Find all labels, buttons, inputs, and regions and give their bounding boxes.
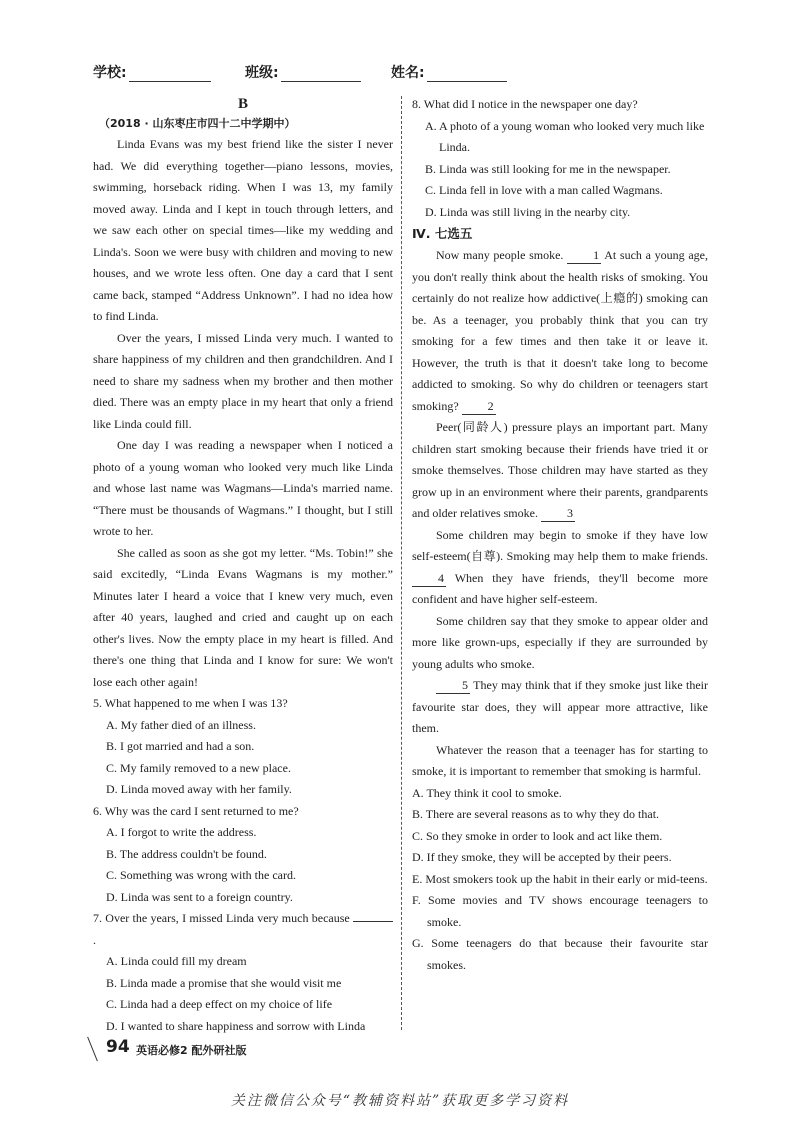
name-field [391,62,507,82]
class-blank [281,67,361,82]
question-stem: 6. Why was the card I sent returned to me? [93,803,299,818]
section-letter: B [237,96,248,112]
question-option: C. Something was wrong with the card. [106,868,296,882]
name-label: 姓名: [391,65,425,81]
cloze-paragraph: Whatever the reason that a teenager has for starting to smoke, it is important to remember that smoking is harmful. [412,742,708,778]
question-option: C. Linda fell in love with a man called Wagmans. [425,183,663,197]
book-title: 英语必修2 配外研社版 [136,1044,247,1057]
cloze-paragraph [412,675,708,740]
answer-blank [353,909,393,922]
watermark-text: 关注微信公众号“教辅资料站”获取更多学习资料 [230,1093,570,1109]
cloze-paragraph [412,417,708,525]
choice-option: E. Most smokers took up the habit in their early or mid-teens. [412,871,708,886]
choice-option: C. So they smoke in order to look and act like them. [412,828,663,843]
question-option: D. Linda moved away with her family. [106,782,292,796]
question-option: D. Linda was sent to a foreign country. [106,889,293,904]
text-run: When they have friends, they'll become more confident and have higher self-esteem. [412,570,708,606]
class-label: 班级: [245,65,279,81]
question-option: A. A photo of a young woman who looked very much like Linda. [425,118,705,154]
question-option: D. Linda was still living in the nearby city. [425,204,631,219]
question-option: B. The address couldn't be found. [106,846,267,861]
question-option: A. My father died of an illness. [106,717,256,732]
choice-option: G. Some teenagers do that because their favourite star smokes. [412,936,708,972]
text-run: Some children may begin to smoke if they have low self-esteem(自尊). Smoking may help them to make friends. [412,527,708,563]
choice-option: D. If they smoke, they will be accepted by their peers. [412,850,672,864]
school-field [93,62,211,82]
school-blank [129,67,211,82]
blank-3: 3 [541,506,575,522]
question-stem-wrap: 7. Over the years, I missed Linda very much because . [93,908,393,951]
question-option: C. My family removed to a new place. [106,760,291,775]
question-option: A. Linda could fill my dream [106,954,247,968]
question-stem: 7. Over the years, I missed Linda very much because [93,911,350,925]
choice-option: F. Some movies and TV shows encourage teenagers to smoke. [412,893,708,929]
page-number: 94 [106,1037,130,1057]
question-option: B. Linda made a promise that she would visit me [106,975,342,990]
question-option: B. Linda was still looking for me in the newspaper. [425,161,671,176]
class-field [245,62,361,82]
school-label: 学校: [93,65,127,81]
passage-paragraph: One day I was reading a newspaper when I noticed a photo of a young woman who looked very much like Linda and whose last name was Wagmans—Linda's married name. “There must be thousands of Wagmans.” I thought, but I still wrote to her. [93,438,393,538]
question-option: D. I wanted to share happiness and sorrow with Linda [106,1018,366,1033]
left-column [93,94,393,1037]
question-stem: 8. What did I notice in the newspaper one day? [412,97,638,111]
name-blank [427,67,507,82]
question-stem: 5. What happened to me when I was 13? [93,696,288,710]
cloze-paragraph [412,525,708,611]
blank-4: 4 [412,571,446,587]
section-source: （2018 · 山东枣庄市四十二中学期中） [99,117,296,130]
question-option: C. Linda had a deep effect on my choice of life [106,997,333,1011]
passage-paragraph: Over the years, I missed Linda very much. I wanted to share happiness of my children and then grandchildren. And I need to share my sadness when my brother and then mother died. There was an empty place in my heart that only a friend like Linda could fill. [93,330,393,431]
question-option: B. I got married and had a son. [106,739,255,753]
text-run: They may think that if they smoke just like their favourite star does, they will appear more attractive, like them. [412,678,708,735]
passage-paragraph: Linda Evans was my best friend like the sister I never had. We did everything together—piano lessons, movies, swimming, horseback riding. When I was 13, my family moved away. Linda and I kept in touch through letters, and we saw each other on special times—like my wedding and Linda's. Soon we were busy with children and moving to new houses, and we wrote less often. One day a card that I sent came back, stamped “Address Unknown”. I had no idea how to find Linda. [93,137,393,323]
choice-option: A. They think it cool to smoke. [412,785,562,800]
column-divider [401,96,402,1030]
footer-slash [87,1037,98,1061]
blank-5: 5 [436,678,470,694]
text-run: At such a young age, you don't really think about the health risks of smoking. You certainly do not realize how addictive(上瘾的) smoking can be. As a teenager, you probably think that you can try smoking for a few times and then take it or leave it. However, the truth is that it doesn't take long to become addicted to smoking. So why do children or teenagers start smoking? [412,248,709,413]
cloze-paragraph [412,245,708,417]
text-run: Now many people smoke. [436,248,564,262]
blank-1: 1 [567,248,601,264]
passage-paragraph: She called as soon as she got my letter. “Ms. Tobin!” she said excitedly, “Linda Evans Wagmans is my mother.” Minutes later I heard a voice that I knew very much, even after 40 years, laughed and cried and caught up on each other's lives. Now the empty place in my heart is filled. And there's one thing that Linda and I know for sure: We won't lose each other again! [93,545,393,689]
text-run: Peer(同龄人) pressure plays an important part. Many children start smoking because their friends have tried it or smoke themselves. Those children may have started as they grow up in an environment where their parents, grandparents and older relatives smoke. [412,420,708,520]
right-column [412,94,708,976]
cloze-paragraph: Some children say that they smoke to appear older and more like grown-ups, especially if they are surrounded by young adults who smoke. [412,613,708,671]
section-heading: Ⅳ. 七选五 [412,226,473,241]
question-option: A. I forgot to write the address. [106,825,257,839]
blank-2: 2 [462,399,496,415]
choice-option: B. There are several reasons as to why they do that. [412,807,660,821]
